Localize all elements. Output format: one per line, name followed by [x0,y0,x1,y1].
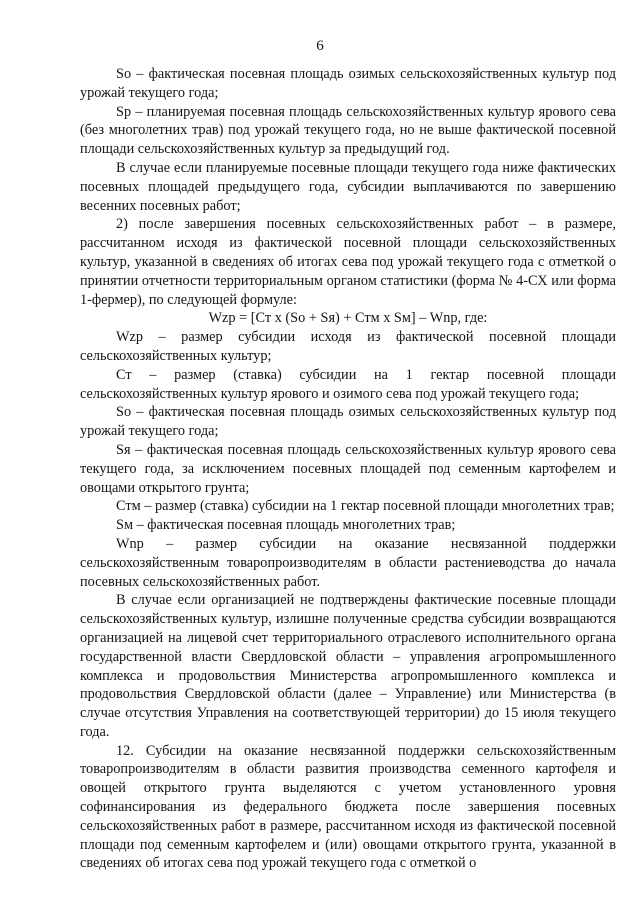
paragraph-so-definition: So – фактическая посевная площадь озимых сельскохозяйственных культур под урожай текущего года; [80,66,616,101]
paragraph-item-2: 2) после завершения посевных сельскохозяйственных работ – в размере, рассчитанном исходя из фактической посевной площади сельскохозяйственных культур, указанной в сведениях об итогах сева под урожай текущего года с отметкой о принятии отчетности территориальным органом статистики (форма № 4-СХ или форма 1-фермер), по следующей формуле: [80,216,616,308]
paragraph-wzp-definition: Wzp – размер субсидии исходя из фактической посевной площади сельскохозяйственных культур; [80,329,616,364]
document-body [80,65,616,873]
paragraph-wnp-definition: Wnp – размер субсидии на оказание несвязанной поддержки сельскохозяйственным товаропроизводителям в области растениеводства до начала посевных сельскохозяйственных работ. [80,535,616,590]
paragraph-sp-definition: Sp – планируемая посевная площадь сельскохозяйственных культур ярового сева (без многолетних трав) под урожай текущего года, но не выше фактической посевной площади сельскохозяйственных культур за предыдущий год. [80,103,616,158]
paragraph-refund-case: В случае если организацией не подтверждены фактические посевные площади сельскохозяйственных культур, излишне полученные средства субсидии возвращаются организацией на лицевой счет территориального отраслевого исполнительного органа государственной власти Свердловской области – управления агропромышленного комплекса и продовольствия Министерства агропромышленного комплекса и продовольствия Свердловской области (далее – Управление) или Министерства (в случае отсутствия Управления на соответствующей территории) до 15 июля текущего года. [80,592,616,740]
paragraph-so-definition-2: So – фактическая посевная площадь озимых сельскохозяйственных культур под урожай текущего года; [80,404,616,440]
page-number: 6 [316,38,324,54]
paragraph-sya-definition: Sя – фактическая посевная площадь сельскохозяйственных культур ярового сева текущего года, за исключением посевных площадей под семенным картофелем и овощами открытого грунта; [80,441,616,496]
formula-wzp: Wzp = [Ст x (So + Sя) + Стм x Sм] – Wnp, где: [208,310,488,327]
paragraph-sm-definition: Sм – фактическая посевная площадь многолетних трав; [116,517,456,534]
paragraph-stm-definition: Стм – размер (ставка) субсидии на 1 гектар посевной площади многолетних трав; [116,498,615,515]
paragraph-planned-areas-case: В случае если планируемые посевные площади текущего года ниже фактических посевных площадей предыдущего года, субсидии выплачиваются по завершению весенних посевных работ; [80,159,616,214]
paragraph-item-12: 12. Субсидии на оказание несвязанной поддержки сельскохозяйственным товаропроизводителям в области развития производства семенного картофеля и овощей открытого грунта выделяются с учетом установленного уровня софинансирования из федерального бюджета после завершения посевных сельскохозяйственных работ в размере, рассчитанном исходя из фактической посевной площади под семенным картофелем и (или) овощами открытого грунта, указанной в сведениях об итогах сева под урожай текущего года с отметкой о [80,742,616,872]
paragraph-st-definition: Ст – размер (ставка) субсидии на 1 гектар посевной площади сельскохозяйственных культур ярового и озимого сева под урожай текущего года; [80,366,616,402]
